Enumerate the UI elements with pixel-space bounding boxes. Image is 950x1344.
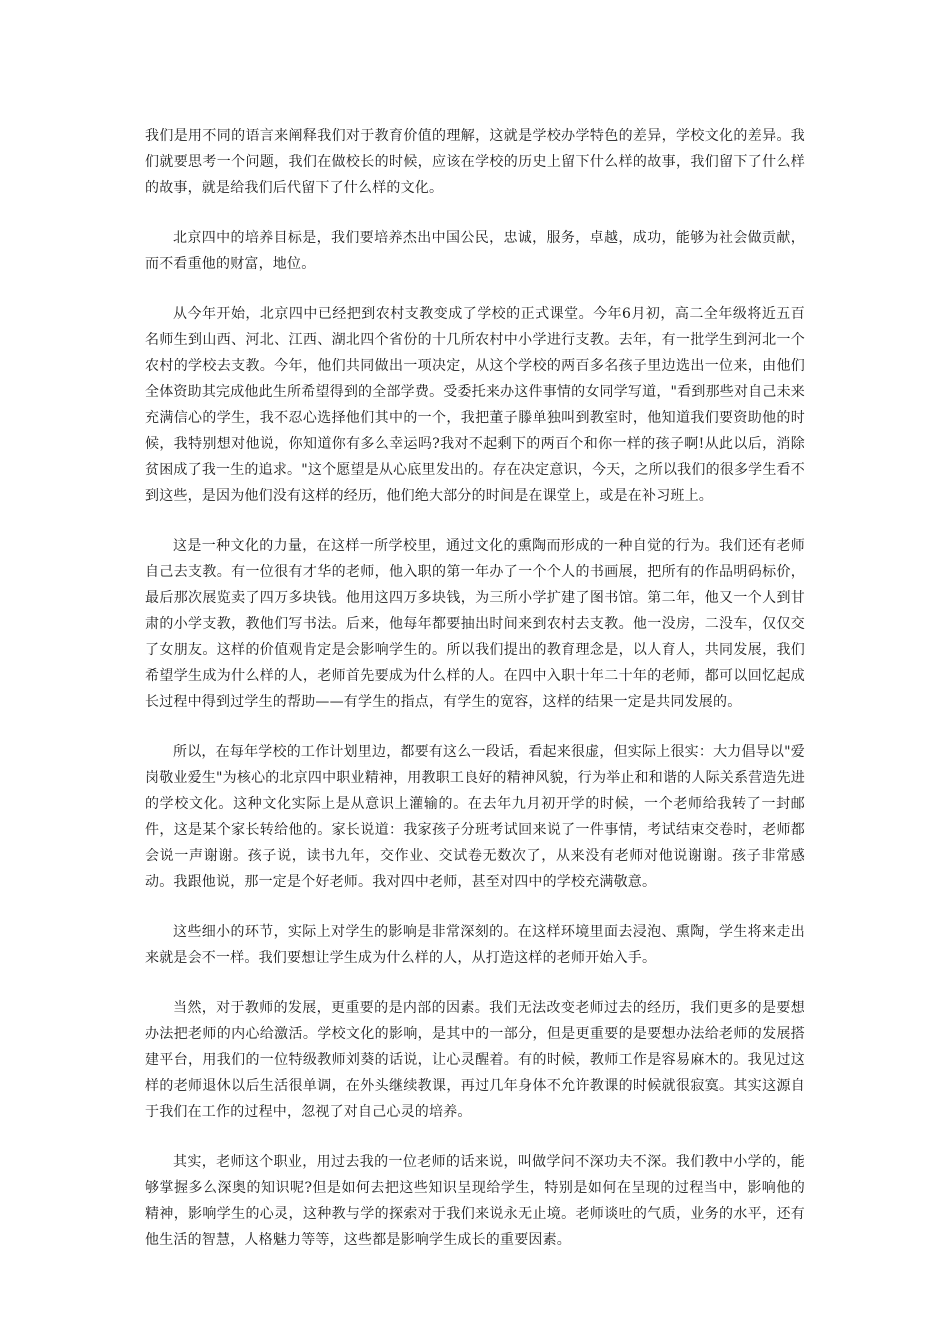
paragraph-teacher-development: 当然，对于教师的发展，更重要的是内部的因素。我们无法改变老师过去的经历，我们更多的是要想办法把老师的内心给激活。学校文化的影响，是其中的一部分，但是更重要的是要想办法给老师的发展搭建平台，用我们的一位特级教师刘葵的话说，让心灵醒着。有的时候，教师工作是容易麻木的。我见过这样的老师退休以后生活很单调，在外头继续教课，再过几年身体不允许教课的时候就很寂寞。其实这源自于我们在工作的过程中，忽视了对自己心灵的培养。 xyxy=(145,1000,805,1120)
paragraph-work-plan: 所以，在每年学校的工作计划里边，都要有这么一段话，看起来很虚，但实际上很实：大力倡导以"爱岗敬业爱生"为核心的北京四中职业精神，用教职工良好的精神风貌，行为举止和和谐的人际关系营造先进的学校文化。这种文化实际上是从意识上灌输的。在去年九月初开学的时候，一个老师给我转了一封邮件，这是某个家长转给他的。家长说道：我家孩子分班考试回来说了一件事情，考试结束交卷时，老师都会说一声谢谢。孩子说，读书九年，交作业、交试卷无数次了，从来没有老师对他说谢谢。孩子非常感动。我跟他说，那一定是个好老师。我对四中老师，甚至对四中的学校充满敬意。 xyxy=(145,744,805,890)
paragraph-small-details: 这些细小的环节，实际上对学生的影响是非常深刻的。在这样环境里面去浸泡、熏陶，学生将来走出来就是会不一样。我们要想让学生成为什么样的人，从打造这样的老师开始入手。 xyxy=(145,924,805,966)
document-page xyxy=(145,123,805,1277)
paragraph-teacher-profession: 其实，老师这个职业，用过去我的一位老师的话来说，叫做学问不深功夫不深。我们教中小学的，能够掌握多么深奥的知识呢?但是如何去把这些知识呈现给学生，特别是如何在呈现的过程当中，影响他的精神，影响学生的心灵，这种教与学的探索对于我们来说永无止境。老师谈吐的气质，业务的水平，还有他生活的智慧，人格魅力等等，这些都是影响学生成长的重要因素。 xyxy=(145,1154,805,1248)
paragraph-rural-teaching: 从今年开始，北京四中已经把到农村支教变成了学校的正式课堂。今年6月初，高二全年级将近五百名师生到山西、河北、江西、湖北四个省份的十几所农村中小学进行支教。去年，有一批学生到河北一个农村的学校去支教。今年，他们共同做出一项决定，从这个学校的两百多名孩子里边选出一位来，由他们全体资助其完成他此生所希望得到的全部学费。受委托来办这件事情的女同学写道，"看到那些对自己未来充满信心的学生，我不忍心选择他们其中的一个，我把董子滕单独叫到教室时，他知道我们要资助他的时候，我特别想对他说，你知道你有多么幸运吗?我对不起剩下的两百个和你一样的孩子啊!从此以后，消除贫困成了我一生的追求。"这个愿望是从心底里发出的。存在决定意识，今天，之所以我们的很多学生看不到这些，是因为他们没有这样的经历，他们绝大部分的时间是在课堂上，或是在补习班上。 xyxy=(145,306,805,504)
paragraph-school-culture-difference: 我们是用不同的语言来阐释我们对于教育价值的理解，这就是学校办学特色的差异，学校文化的差异。我们就要思考一个问题，我们在做校长的时候，应该在学校的历史上留下什么样的故事，我们留下了什么样的故事，就是给我们后代留下了什么样的文化。 xyxy=(145,128,805,196)
paragraph-training-goal: 北京四中的培养目标是，我们要培养杰出中国公民，忠诚，服务，卓越，成功，能够为社会做贡献，而不看重他的财富，地位。 xyxy=(145,230,805,272)
paragraph-cultural-power: 这是一种文化的力量，在这样一所学校里，通过文化的熏陶而形成的一种自觉的行为。我们还有老师自己去支教。有一位很有才华的老师，他入职的第一年办了一个个人的书画展，把所有的作品明码标价，最后那次展览卖了四万多块钱。他用这四万多块钱，为三所小学扩建了图书馆。第二年，他又一个人到甘肃的小学支教，教他们写书法。后来，他每年都要抽出时间来到农村去支教。他一没房，二没车，仅仅交了女朋友。这样的价值观肯定是会影响学生的。所以我们提出的教育理念是，以人育人，共同发展，我们希望学生成为什么样的人，老师首先要成为什么样的人。在四中入职十年二十年的老师，都可以回忆起成长过程中得到过学生的帮助——有学生的指点，有学生的宽容，这样的结果一定是共同发展的。 xyxy=(145,538,805,710)
